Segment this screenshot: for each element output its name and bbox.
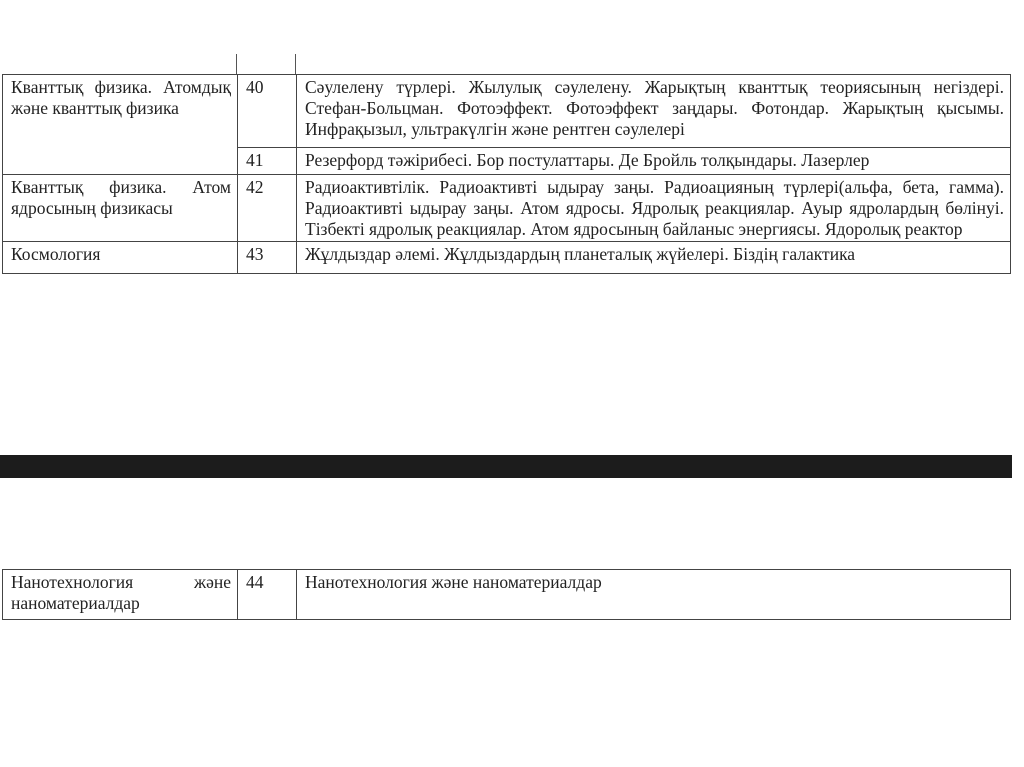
content-cell: Сәулелену түрлері. Жылулық сәулелену. Жарықтың кванттық теориясының негіздері. Стефан-Больцман. Фотоэффект. Фотоэффект заңдары. Фотондар. Жарықтың қысымы. Инфрақызыл, ультракүлгін және рентген сәулелері xyxy=(297,75,1011,148)
content-cell: Резерфорд тәжірибесі. Бор постулаттары. Де Бройль толқындары. Лазерлер xyxy=(297,147,1011,174)
table-row xyxy=(3,75,1011,148)
table-border-stub xyxy=(236,54,237,74)
syllabus-table-continuation xyxy=(2,569,1011,620)
topic-cell: Космология xyxy=(3,242,238,274)
lesson-number-cell: 43 xyxy=(238,242,297,274)
table-row xyxy=(3,570,1011,620)
lesson-number-cell: 40 xyxy=(238,75,297,148)
topic-cell: Кванттық физика. Атомдық және кванттық физика xyxy=(3,75,238,175)
content-cell: Жұлдыздар әлемі. Жұлдыздардың планеталық жүйелері. Біздің галактика xyxy=(297,242,1011,274)
table-border-stub xyxy=(295,54,296,74)
lesson-number-cell: 44 xyxy=(238,570,297,620)
table-row xyxy=(3,242,1011,274)
topic-cell: Нанотехнология және наноматериалдар xyxy=(3,570,238,620)
topic-cell: Кванттық физика. Атом ядросының физикасы xyxy=(3,175,238,242)
syllabus-table xyxy=(2,74,1011,274)
content-cell: Нанотехнология және наноматериалдар xyxy=(297,570,1011,620)
table-row xyxy=(3,175,1011,242)
lesson-number-cell: 42 xyxy=(238,175,297,242)
content-cell: Радиоактивтілік. Радиоактивті ыдырау заңы. Радиоацияның түрлері(альфа, бета, гамма). Радиоактивті ыдырау заңы. Атом ядросы. Ядролық реакциялар. Ауыр ядролардың бөлінуі. Тізбекті ядролық реакциялар. Атом ядросының байланыс энергиясы. Ядоролық реактор xyxy=(297,175,1011,242)
lesson-number-cell: 41 xyxy=(238,147,297,174)
section-divider-bar xyxy=(0,455,1012,478)
